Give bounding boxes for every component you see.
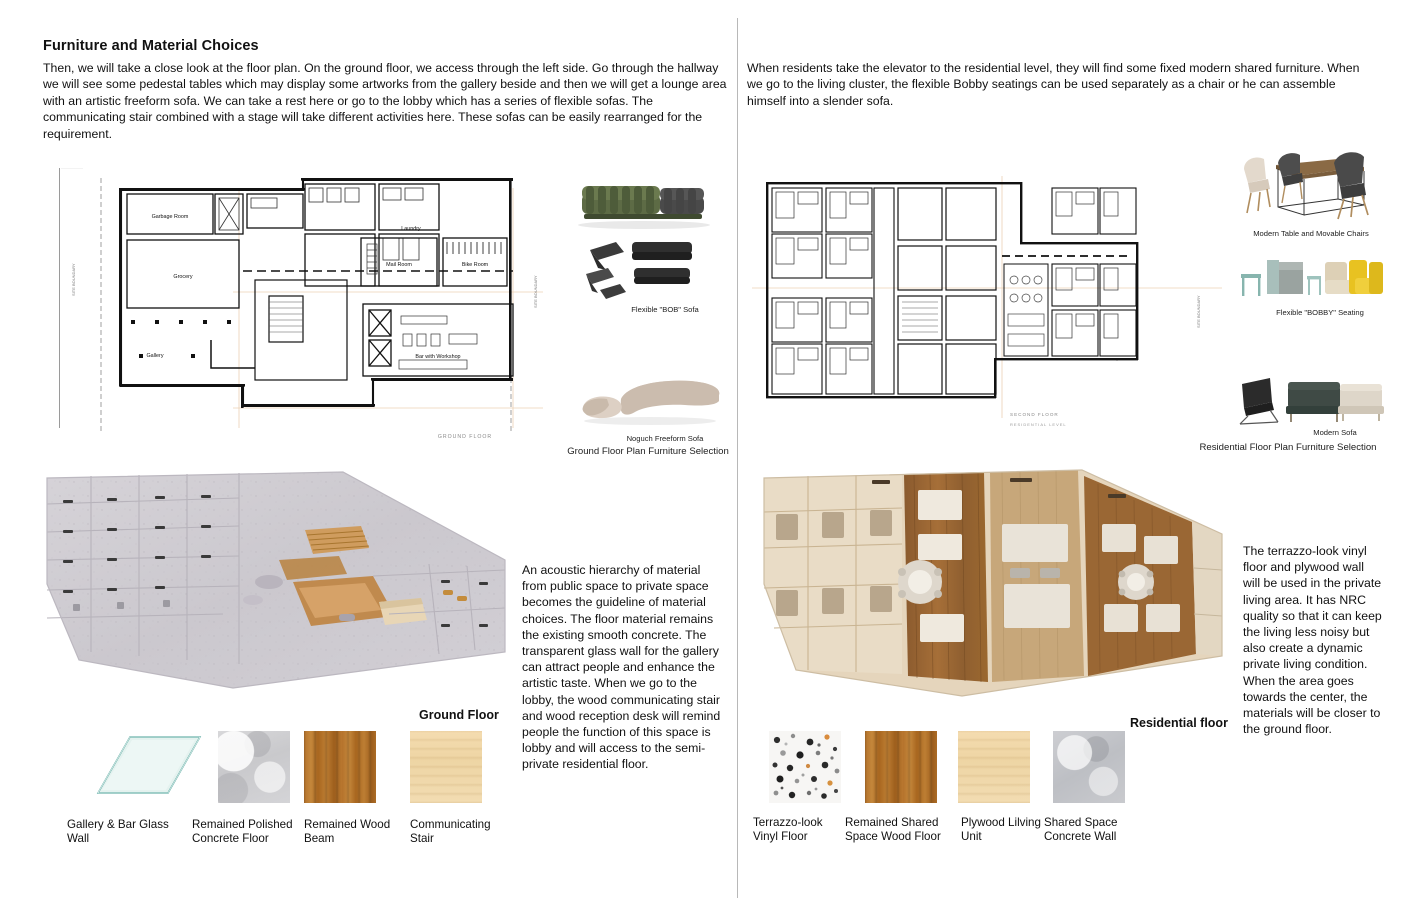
- swatch-fill-wood-beam: [304, 731, 376, 803]
- material-label-communicating-stair: Communicating Stair: [410, 818, 491, 846]
- material-label-shared-wood-floor: Remained Shared Space Wood Floor: [845, 816, 941, 844]
- room-label-bar-with-workshop: Bar with Workshop: [415, 354, 461, 360]
- room-label-grocery: Grocery: [173, 274, 193, 280]
- residential-material-paragraph: The terrazzo-look vinyl floor and plywood wall will be used in the private living area. It has NRC quality so that it can keep the living less noisy but also create a dynamic private living condition. When the area goes towards the center, the materials will be closer to the ground floor.: [1243, 544, 1382, 737]
- material-swatch-glass: [96, 735, 202, 802]
- material-label-polished-concrete: Remained Polished Concrete Floor: [192, 818, 293, 846]
- material-swatch-shared-concrete-wall: [1053, 731, 1125, 803]
- bob-sofa-modules-image: [582, 234, 712, 300]
- furniture-caption-bobby-seating: Flexible "BOBBY" Seating: [1276, 308, 1364, 317]
- material-swatch-plywood: [958, 731, 1030, 803]
- page-title: Furniture and Material Choices: [43, 38, 259, 54]
- furniture-caption-bob-sofa: Flexible "BOB" Sofa: [631, 305, 699, 314]
- swatch-fill-communicating-stair: [410, 731, 482, 803]
- bobby-seating-image: [1237, 250, 1385, 302]
- furniture-caption-modern-sofa: Modern Sofa: [1313, 428, 1357, 437]
- material-swatch-communicating-stair: [410, 731, 482, 803]
- residential-plan-caption-text: SECOND FLOOR: [1010, 412, 1059, 417]
- modern-sofa-image: [1236, 372, 1386, 428]
- furniture-group-caption-residential: Residential Floor Plan Furniture Selection: [1199, 442, 1377, 453]
- room-label-mail-room: Mail Room: [386, 262, 412, 268]
- swatch-fill-terrazzo: [769, 731, 841, 803]
- plan-dimension-right: SITE BOUNDARY: [533, 275, 538, 308]
- material-label-glass: Gallery & Bar Glass Wall: [67, 818, 169, 846]
- ground-plan-caption: GROUND FLOOR: [437, 434, 493, 440]
- noguchi-freeform-sofa-image: [575, 375, 725, 427]
- plan-dimension-left: SITE BOUNDARY: [71, 263, 76, 296]
- residential-floor-label: Residential floor: [1130, 716, 1228, 730]
- residential-plan-dimension: SITE BOUNDARY: [1196, 295, 1201, 328]
- material-label-plywood: Plywood Lilving Unit: [961, 816, 1041, 844]
- bob-sofa-image: [568, 172, 718, 232]
- material-swatch-terrazzo: [769, 731, 841, 808]
- intro-paragraph-left: Then, we will take a close look at the floor plan. On the ground floor, we access through the left side. Go through the hallway we will see some pedestal tables which may display some artworks from the gallery beside and then we will get a lounge area with an artistic freeform sofa. We can take a rest here or go to the lobby which has a series of flexible sofas. The communicating stair combined with a stage will take different activities here. These sofas can be easily rearranged for the requirement.: [43, 61, 727, 141]
- residential-floor-render: [752, 464, 1232, 702]
- column-divider: [737, 18, 738, 898]
- material-label-shared-concrete-wall: Shared Space Concrete Wall: [1044, 816, 1118, 844]
- material-label-terrazzo: Terrazzo-look Vinyl Floor: [753, 816, 823, 844]
- ground-floor-plan: [43, 168, 543, 453]
- material-swatch-shared-wood-floor: [865, 731, 937, 803]
- room-label-gallery: Gallery: [146, 353, 164, 359]
- swatch-fill-shared-concrete-wall: [1053, 731, 1125, 803]
- room-label-garbage-room: Garbage Room: [151, 214, 189, 220]
- ground-material-paragraph: An acoustic hierarchy of material from public space to private space becomes the guideline of material choices. The floor material remains the existing smooth concrete. The transparent glass wall for the gallery can attract people and enhance the artistic taste. When we go to the lobby, the wood communicating stair and wood reception desk will remind people the function of this space is lobby and will access to the semi-private residential floor.: [522, 563, 721, 772]
- swatch-fill-shared-wood-floor: [865, 731, 937, 803]
- furniture-caption-modern-table: Modern Table and Movable Chairs: [1253, 229, 1369, 238]
- modern-table-chairs-image: [1238, 145, 1383, 223]
- material-label-wood-beam: Remained Wood Beam: [304, 818, 391, 846]
- residential-floor-plan: [752, 168, 1222, 438]
- material-swatch-wood-beam: [304, 731, 376, 803]
- intro-paragraph-right: When residents take the elevator to the residential level, they will find some fixed modern shared furniture. When we go to the living cluster, the flexible Bobby seatings can be used separately as a chair or he can assemble himself into a slender sofa.: [747, 61, 1360, 108]
- furniture-group-caption-ground: Ground Floor Plan Furniture Selection: [567, 446, 729, 457]
- swatch-fill-polished-concrete: [218, 731, 290, 803]
- swatch-fill-plywood: [958, 731, 1030, 803]
- ground-floor-label: Ground Floor: [419, 708, 499, 722]
- material-swatch-polished-concrete: [218, 731, 290, 803]
- room-label-bike-room: Bike Room: [461, 262, 489, 268]
- ground-floor-render: [43, 464, 511, 694]
- residential-plan-subcaption-text: RESIDENTIAL LEVEL: [1010, 422, 1067, 427]
- furniture-caption-noguchi-sofa: Noguch Freeform Sofa: [626, 434, 704, 443]
- room-label-laundry: Laundry: [401, 226, 421, 232]
